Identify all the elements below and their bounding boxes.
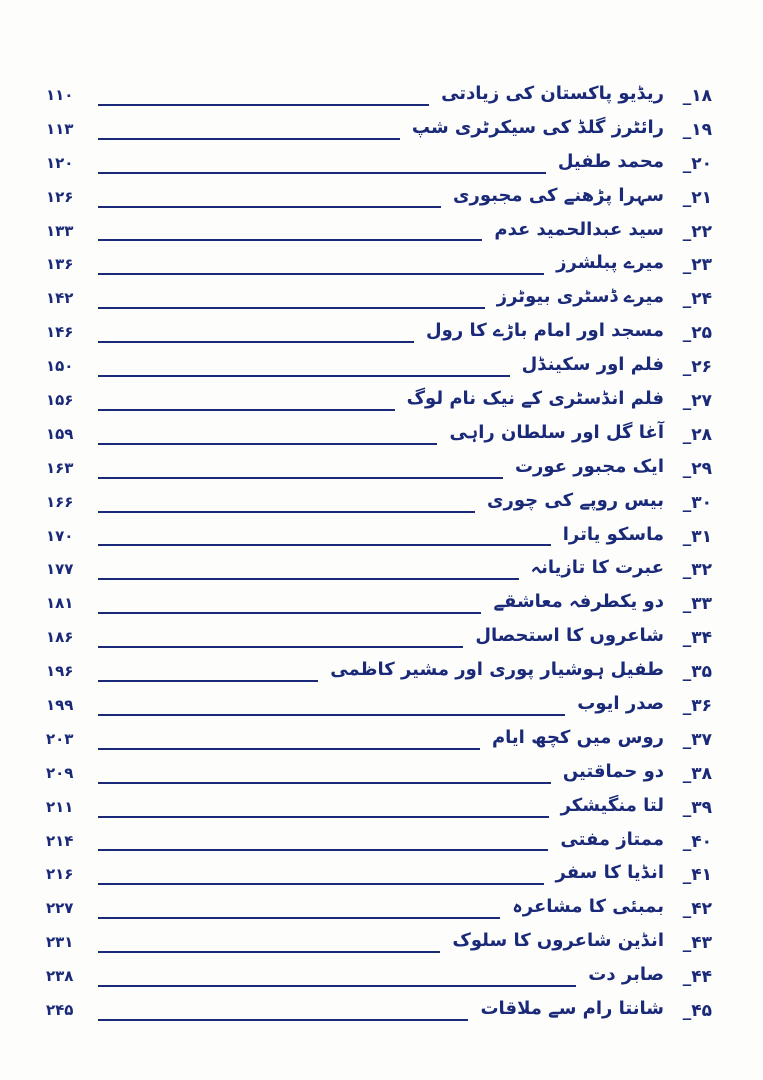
leader-line (98, 443, 437, 445)
entry-page-number: ۱۸۶ (46, 628, 74, 647)
entry-title: دو حماقتیں (562, 760, 664, 782)
entry-number: ۴۵_ (682, 1001, 712, 1022)
entry-title: دو یکطرفہ معاشقے (493, 591, 664, 613)
entry-page-number: ۱۷۰ (46, 526, 74, 545)
leader-line (98, 714, 565, 716)
leader-line (98, 172, 546, 174)
entry-number: ۲۴_ (682, 289, 712, 310)
entry-number: ۳۰_ (682, 492, 712, 513)
leader-line (98, 375, 510, 377)
toc-entry (40, 688, 712, 722)
leader-line (98, 646, 463, 648)
toc-entry (40, 959, 712, 993)
entry-title: انڈیا کا سفر (555, 862, 664, 884)
entry-number: ۴۰_ (682, 831, 712, 852)
toc-entry (40, 891, 712, 925)
toc-entry (40, 790, 712, 824)
entry-number: ۴۳_ (682, 933, 712, 954)
entry-page-number: ۱۴۲ (46, 289, 74, 308)
leader-line (98, 511, 475, 513)
entry-page-number: ۱۹۶ (46, 662, 74, 681)
entry-number: ۳۶_ (682, 696, 712, 717)
entry-title: لتا منگیشکر (560, 794, 664, 816)
leader-line (98, 883, 544, 885)
entry-title: آغا گل اور سلطان راہی (449, 421, 664, 443)
entry-page-number: ۱۶۳ (46, 458, 74, 477)
leader-line (98, 409, 395, 411)
entry-page-number: ۲۰۹ (46, 763, 74, 782)
entry-number: ۳۱_ (682, 526, 712, 547)
toc-entry (40, 383, 712, 417)
toc-entry (40, 756, 712, 790)
entry-number: ۲۰_ (682, 153, 712, 174)
leader-line (98, 341, 414, 343)
leader-line (98, 477, 503, 479)
entry-title: سہرا پڑھنے کی مجبوری (452, 184, 664, 206)
entry-title: ممتاز مفتی (560, 828, 664, 850)
entry-number: ۳۷_ (682, 729, 712, 750)
entry-number: ۲۱_ (682, 187, 712, 208)
leader-line (98, 917, 500, 919)
leader-line (98, 782, 551, 784)
toc-entry (40, 824, 712, 858)
entry-number: ۲۳_ (682, 255, 712, 276)
toc-entry (40, 349, 712, 383)
entry-number: ۱۸_ (682, 86, 712, 106)
leader-line (98, 816, 549, 818)
toc-entry (40, 180, 712, 214)
entry-page-number: ۱۲۶ (46, 187, 74, 206)
entry-number: ۴۴_ (682, 967, 712, 988)
entry-number: ۲۷_ (682, 391, 712, 412)
entry-title: روس میں کچھ ایام (491, 726, 664, 748)
toc-entry (40, 112, 712, 146)
entry-page-number: ۲۲۷ (46, 899, 74, 918)
toc-entry (40, 586, 712, 620)
entry-title: عبرت کا تازیانہ (530, 557, 664, 579)
entry-title: طفیل ہوشیار پوری اور مشیر کاظمی (330, 659, 664, 681)
entry-title: محمد طفیل (557, 150, 664, 172)
toc-list (40, 78, 712, 1027)
entry-title: فلم انڈسٹری کے نیک نام لوگ (406, 388, 664, 410)
toc-entry (40, 654, 712, 688)
toc-entry (40, 993, 712, 1027)
entry-page-number: ۱۱۳ (46, 119, 74, 138)
toc-entry (40, 417, 712, 451)
entry-number: ۳۹_ (682, 797, 712, 818)
toc-entry (40, 722, 712, 756)
entry-title: انڈین شاعروں کا سلوک (452, 930, 664, 952)
entry-number: ۲۸_ (682, 424, 712, 445)
entry-number: ۴۱_ (682, 865, 712, 886)
entry-page-number: ۲۰۳ (46, 729, 74, 748)
entry-title: سید عبدالحمید عدم (494, 218, 664, 240)
entry-page-number: ۱۳۶ (46, 255, 74, 274)
toc-entry (40, 519, 712, 553)
toc-entry (40, 485, 712, 519)
entry-page-number: ۲۳۸ (46, 967, 74, 986)
toc-entry (40, 214, 712, 248)
toc-entry (40, 857, 712, 891)
leader-line (98, 273, 544, 275)
entry-page-number: ۱۷۷ (46, 560, 74, 579)
leader-line (98, 680, 318, 682)
toc-entry (40, 451, 712, 485)
entry-page-number: ۱۵۹ (46, 424, 74, 443)
leader-line (98, 951, 440, 953)
leader-line (98, 544, 551, 546)
entry-number: ۲۲_ (682, 221, 712, 242)
leader-line (98, 578, 519, 580)
entry-title: فلم اور سکینڈل (521, 354, 664, 376)
toc-entry (40, 146, 712, 180)
entry-page-number: ۱۵۶ (46, 391, 74, 410)
leader-line (98, 1019, 468, 1021)
entry-page-number: ۱۴۶ (46, 323, 74, 342)
entry-page-number: ۲۱۶ (46, 865, 74, 884)
entry-title: ایک مجبور عورت (514, 455, 664, 477)
toc-entry (40, 247, 712, 281)
entry-page-number: ۱۹۹ (46, 696, 74, 715)
entry-page-number: ۲۱۱ (46, 797, 74, 816)
leader-line (98, 104, 429, 106)
entry-page-number: ۱۱۰ (46, 86, 74, 104)
leader-line (98, 138, 400, 140)
entry-page-number: ۲۱۴ (46, 831, 74, 850)
entry-number: ۲۵_ (682, 323, 712, 344)
entry-title: شانتا رام سے ملاقات (480, 998, 664, 1020)
entry-number: ۳۸_ (682, 763, 712, 784)
toc-entry (40, 281, 712, 315)
leader-line (98, 239, 482, 241)
entry-number: ۳۲_ (682, 560, 712, 581)
entry-number: ۴۲_ (682, 899, 712, 920)
entry-page-number: ۲۴۵ (46, 1001, 74, 1020)
entry-page-number: ۱۲۰ (46, 153, 74, 172)
toc-entry (40, 620, 712, 654)
entry-number: ۳۵_ (682, 662, 712, 683)
entry-title: شاعروں کا استحصال (475, 625, 664, 647)
entry-number: ۲۶_ (682, 357, 712, 378)
toc-entry (40, 315, 712, 349)
leader-line (98, 985, 576, 987)
entry-page-number: ۲۳۱ (46, 933, 74, 952)
leader-line (98, 206, 441, 208)
entry-number: ۱۹_ (682, 119, 712, 140)
toc-entry (40, 78, 712, 112)
leader-line (98, 748, 480, 750)
entry-title: صابر دت (588, 964, 664, 986)
entry-title: مسجد اور امام باڑے کا رول (426, 320, 664, 342)
entry-page-number: ۱۵۰ (46, 357, 74, 376)
entry-number: ۲۹_ (682, 458, 712, 479)
entry-title: میرے ڈسٹری بیوٹرز (496, 286, 664, 308)
entry-title: ریڈیو پاکستان کی زیادتی (441, 83, 664, 104)
entry-title: ماسکو یاترا (562, 523, 664, 545)
toc-entry (40, 552, 712, 586)
entry-page-number: ۱۶۶ (46, 492, 74, 511)
toc-entry (40, 925, 712, 959)
entry-title: بمبئی کا مشاعرہ (512, 896, 664, 918)
entry-page-number: ۱۸۱ (46, 594, 74, 613)
leader-line (98, 849, 548, 851)
entry-title: صدر ایوب (577, 693, 664, 715)
entry-title: بیس روپے کی چوری (486, 489, 664, 511)
entry-title: میرے پبلشرز (556, 252, 664, 274)
entry-page-number: ۱۳۳ (46, 221, 74, 240)
entry-number: ۳۴_ (682, 628, 712, 649)
entry-title: رائٹرز گلڈ کی سیکرٹری شپ (411, 116, 664, 138)
leader-line (98, 612, 481, 614)
leader-line (98, 307, 485, 309)
entry-number: ۳۳_ (682, 594, 712, 615)
